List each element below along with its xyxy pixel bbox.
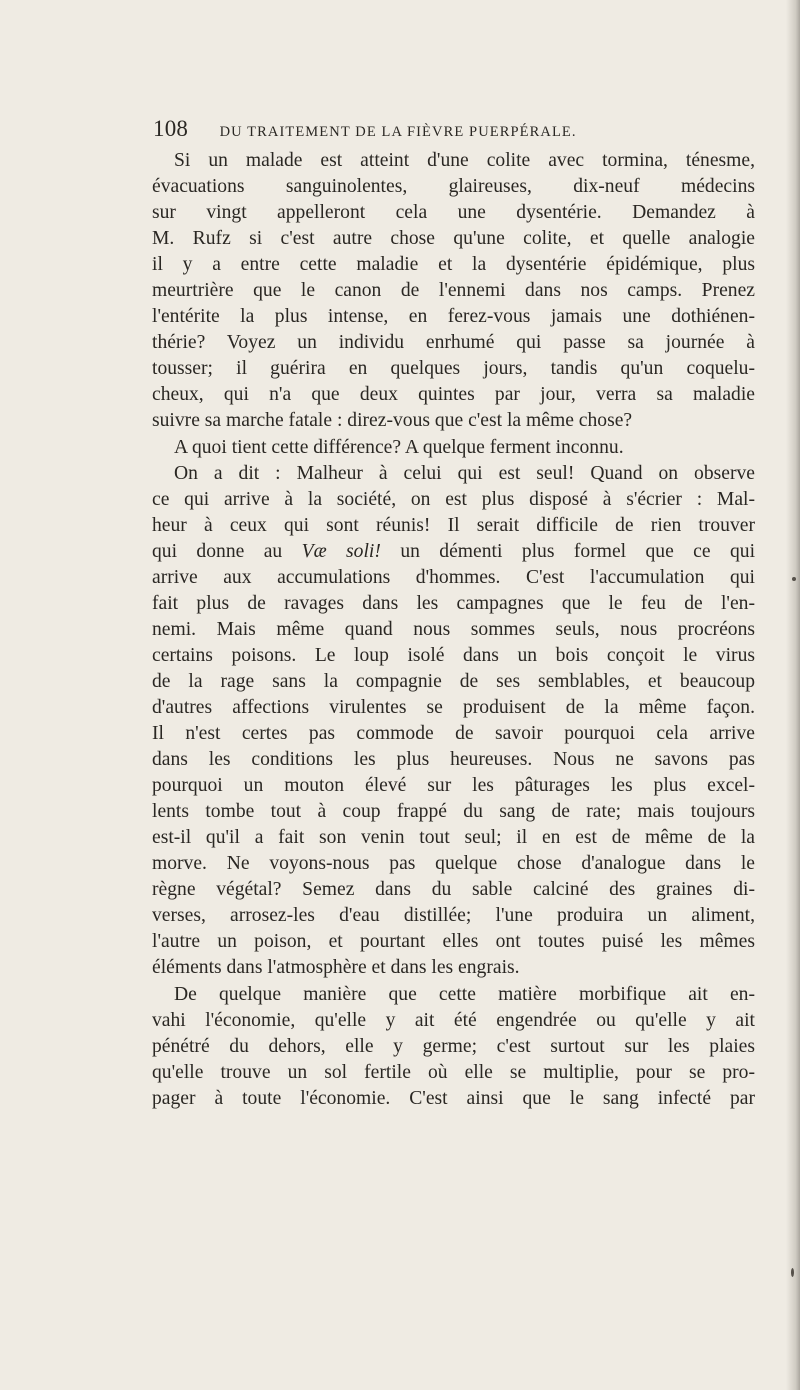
- text-line: pénétré du dehors, elle y germe; c'est surtout sur les plaies: [152, 1035, 755, 1057]
- text-line: il y a entre cette maladie et la dysentérie épidémique, plus: [152, 254, 755, 276]
- text-line: évacuations sanguinolentes, glaireuses, dix-neuf médecins: [152, 176, 755, 198]
- text-line: arrive aux accumulations d'hommes. C'est l'accumulation qui: [152, 566, 755, 588]
- text-line: règne végétal? Semez dans du sable calciné des graines di-: [152, 879, 755, 901]
- text-line: éléments dans l'atmosphère et dans les engrais.: [152, 957, 520, 979]
- text-line: On a dit : Malheur à celui qui est seul! Quand on observe: [174, 462, 755, 484]
- text-line: nemi. Mais même quand nous sommes seuls, nous procréons: [152, 618, 755, 640]
- text-line: heur à ceux qui sont réunis! Il serait difficile de rien trouver: [152, 514, 755, 536]
- text-line: l'entérite la plus intense, en ferez-vous jamais une dothiénen-: [152, 306, 755, 328]
- text-line: thérie? Voyez un individu enrhumé qui passe sa journée à: [152, 332, 755, 354]
- running-title: DU TRAITEMENT DE LA FIÈVRE PUERPÉRALE.: [219, 124, 577, 140]
- text-segment: qui donne au: [152, 540, 283, 562]
- text-line: sur vingt appelleront cela une dysentérie. Demandez à: [152, 202, 755, 224]
- page-number: 108: [153, 116, 189, 141]
- page-edge-shadow: [786, 0, 800, 1390]
- text-line: morve. Ne voyons-nous pas quelque chose d'analogue dans le: [152, 853, 755, 875]
- text-line: fait plus de ravages dans les campagnes que le feu de l'en-: [152, 592, 755, 614]
- text-line: Si un malade est atteint d'une colite avec tormina, ténesme,: [174, 150, 755, 171]
- text-line: Il n'est certes pas commode de savoir pourquoi cela arrive: [152, 723, 755, 745]
- text-line: d'autres affections virulentes se produisent de la même façon.: [152, 696, 755, 718]
- text-line: pourquoi un mouton élevé sur les pâturages les plus excel-: [152, 775, 755, 797]
- page-header: [153, 116, 753, 142]
- text-line: A quoi tient cette différence? A quelque ferment inconnu.: [174, 436, 624, 458]
- text-line: est-il qu'il a fait son venin tout seul; il en est de même de la: [152, 827, 755, 849]
- text-line: l'autre un poison, et pourtant elles ont toutes puisé les mêmes: [152, 931, 755, 953]
- text-line: verses, arrosez-les d'eau distillée; l'une produira un aliment,: [152, 905, 755, 927]
- text-line: de la rage sans la compagnie de ses semblables, et beaucoup: [152, 670, 755, 692]
- text-line: meurtrière que le canon de l'ennemi dans nos camps. Prenez: [152, 280, 755, 302]
- text-line: vahi l'économie, qu'elle y ait été engendrée ou qu'elle y ait: [152, 1009, 755, 1031]
- ink-speck: [791, 1268, 794, 1277]
- latin-phrase: Væ soli!: [301, 540, 381, 562]
- body-text: [152, 148, 755, 1112]
- text-line: dans les conditions les plus heureuses. Nous ne savons pas: [152, 749, 755, 771]
- text-line: certains poisons. Le loup isolé dans un bois conçoit le virus: [152, 644, 755, 666]
- ink-speck: [792, 577, 796, 581]
- text-line: pager à toute l'économie. C'est ainsi que le sang infecté par: [152, 1087, 755, 1109]
- text-line: suivre sa marche fatale : direz-vous que c'est la même chose?: [152, 410, 633, 432]
- text-line: lents tombe tout à coup frappé du sang de rate; mais toujours: [152, 801, 755, 823]
- text-line: M. Rufz si c'est autre chose qu'une colite, et quelle analogie: [152, 228, 755, 250]
- text-segment: un démenti plus formel que ce qui: [400, 540, 756, 562]
- text-line: [152, 539, 755, 565]
- text-line: qu'elle trouve un sol fertile où elle se multiplie, pour se pro-: [152, 1061, 755, 1083]
- text-line: ce qui arrive à la société, on est plus disposé à s'écrier : Mal-: [152, 488, 755, 510]
- text-line: tousser; il guérira en quelques jours, tandis qu'un coquelu-: [152, 358, 755, 380]
- text-line: cheux, qui n'a que deux quintes par jour, verra sa maladie: [152, 384, 755, 406]
- text-line: De quelque manière que cette matière morbifique ait en-: [174, 983, 755, 1005]
